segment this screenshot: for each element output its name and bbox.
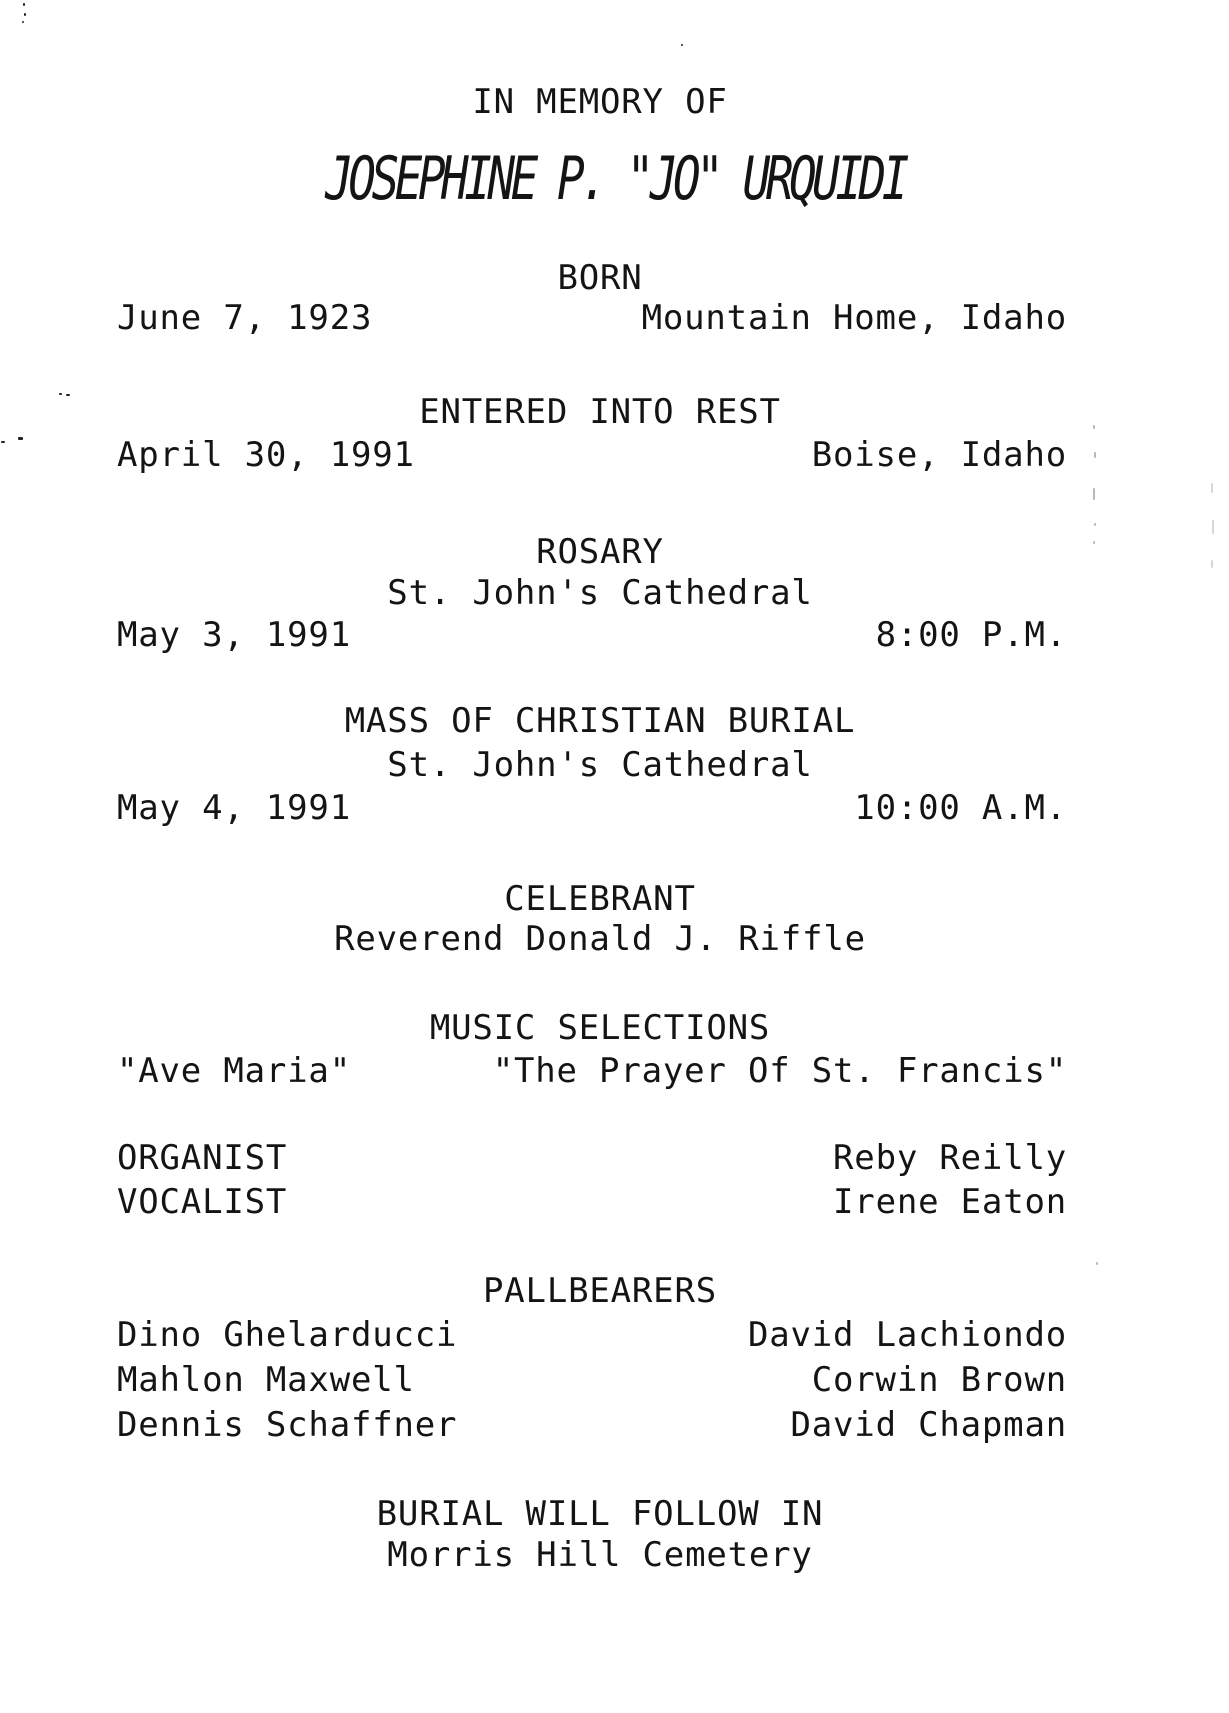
row-pallbearers-1 — [117, 1315, 1067, 1355]
heading-entered-into-rest: ENTERED INTO REST — [419, 392, 781, 432]
row-born — [117, 298, 1067, 338]
scan-speck — [1094, 523, 1096, 526]
scan-speck — [59, 393, 62, 395]
row-entered-into-rest-left: April 30, 1991 — [117, 435, 415, 475]
mass-location: St. John's Cathedral — [387, 745, 813, 785]
row-born-left: June 7, 1923 — [117, 298, 373, 338]
scan-speck — [1093, 488, 1095, 500]
heading-born: BORN — [557, 258, 643, 298]
row-pallbearers-3 — [117, 1405, 1067, 1445]
row-entered-into-rest — [117, 435, 1067, 475]
row-vocalist-left: VOCALIST — [117, 1182, 288, 1222]
scan-speck — [1093, 425, 1095, 429]
row-mass-left: May 4, 1991 — [117, 788, 351, 828]
row-rosary-right: 8:00 P.M. — [875, 615, 1067, 655]
heading-celebrant: CELEBRANT — [504, 879, 696, 919]
row-entered-into-rest-right: Boise, Idaho — [811, 435, 1067, 475]
scan-speck — [681, 44, 683, 46]
rosary-location: St. John's Cathedral — [387, 573, 813, 613]
scan-speck — [23, 3, 25, 6]
deceased-name-title: JOSEPHINE P. "JO" URQUIDI — [325, 142, 905, 214]
burial-location: Morris Hill Cemetery — [387, 1535, 813, 1575]
scan-speck — [1211, 560, 1213, 568]
row-rosary-left: May 3, 1991 — [117, 615, 351, 655]
scan-speck — [24, 13, 26, 16]
row-pallbearers-2-right: Corwin Brown — [811, 1360, 1067, 1400]
scan-speck — [1, 441, 5, 443]
scan-speck — [22, 21, 24, 23]
row-organist — [117, 1138, 1067, 1178]
row-vocalist-right: Irene Eaton — [833, 1182, 1067, 1222]
scan-speck — [1093, 541, 1095, 544]
row-music-right: "The Prayer Of St. Francis" — [492, 1051, 1067, 1091]
row-born-right: Mountain Home, Idaho — [641, 298, 1067, 338]
row-mass — [117, 788, 1067, 828]
row-pallbearers-2 — [117, 1360, 1067, 1400]
scan-speck — [18, 437, 23, 440]
row-mass-right: 10:00 A.M. — [854, 788, 1067, 828]
row-rosary — [117, 615, 1067, 655]
heading-mass: MASS OF CHRISTIAN BURIAL — [344, 701, 856, 741]
row-pallbearers-1-right: David Lachiondo — [747, 1315, 1067, 1355]
row-music-left: "Ave Maria" — [117, 1051, 351, 1091]
heading-rosary: ROSARY — [536, 532, 664, 572]
row-pallbearers-3-left: Dennis Schaffner — [117, 1405, 458, 1445]
heading-in-memory-of: IN MEMORY OF — [472, 82, 728, 122]
scan-speck — [1212, 520, 1214, 534]
row-pallbearers-3-right: David Chapman — [790, 1405, 1067, 1445]
row-vocalist — [117, 1182, 1067, 1222]
heading-music-selections: MUSIC SELECTIONS — [429, 1008, 771, 1048]
row-pallbearers-2-left: Mahlon Maxwell — [117, 1360, 415, 1400]
scan-speck — [66, 394, 70, 396]
heading-pallbearers: PALLBEARERS — [483, 1271, 717, 1311]
scan-speck — [1096, 1262, 1098, 1265]
row-organist-right: Reby Reilly — [833, 1138, 1067, 1178]
heading-burial: BURIAL WILL FOLLOW IN — [376, 1494, 824, 1534]
scan-speck — [1094, 452, 1096, 458]
row-organist-left: ORGANIST — [117, 1138, 288, 1178]
row-music — [117, 1051, 1067, 1091]
row-pallbearers-1-left: Dino Ghelarducci — [117, 1315, 458, 1355]
celebrant-name: Reverend Donald J. Riffle — [334, 919, 866, 959]
scan-speck — [1211, 483, 1213, 493]
